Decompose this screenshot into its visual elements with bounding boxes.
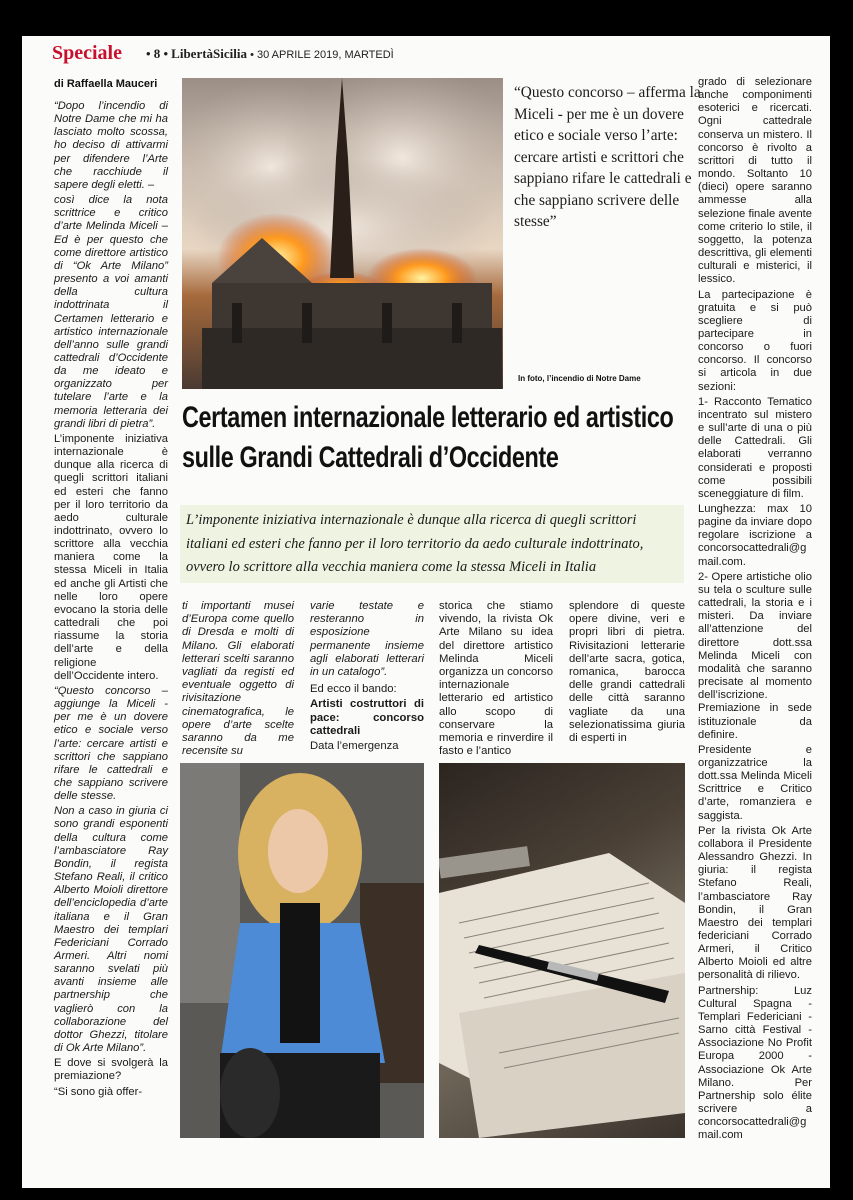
col6-paragraph: 1- Racconto Tematico incentrato sul mistero e sull’arte di una o più delle Cattedrali. Gli elaborati verranno considerati e proposti come possibili sceneggiature di film. xyxy=(698,395,812,500)
article-column-3 xyxy=(310,600,424,755)
melinda-miceli-photo xyxy=(180,763,424,1138)
pen-and-paper-photo xyxy=(439,763,685,1138)
pull-quote: “Questo concorso – afferma la Miceli - per me è un dovere etico e sociale verso l’arte: cercare artisti e scrittori che sappiano rifare le cattedrali e che sappiano scrivere delle stesse” xyxy=(514,84,701,230)
photo-caption: In foto, l’incendio di Notre Dame xyxy=(518,374,641,383)
col6-paragraph: Presidente e organizzatrice la dott.ssa Melinda Miceli Scrittrice e Critico d’arte, romanziera e saggista. xyxy=(698,743,812,822)
masthead-logo: LibertàSicilia xyxy=(171,46,248,61)
col1-paragraph: “Si sono già offer- xyxy=(54,1085,143,1098)
article-column-5: splendore di queste opere divine, veri e propri libri di pietra. Rivisitazioni letterarie dell’arte sacra, gotica, romanica, barocca delle grandi cattedrali delle città saranno vagliate da una selezionatissima giuria di esperti in xyxy=(569,600,685,745)
col6-paragraph: Lunghezza: max 10 pagine da inviare dopo regolare iscrizione a concorsocattedrali@gmail.com. xyxy=(698,503,812,568)
headline xyxy=(182,398,674,478)
col1-paragraph: così dice la nota scrittrice e critico d’arte Melinda Miceli – Ed è per questo che come direttore artistico di “Ok Arte Milano” presento a voi amanti della cultura indottrinata il Certamen letterario e artistico internazionale dell’anno sulle grandi cattedrali d’Occidente da me ideato e organizzato per tutelare l’arte e la memoria letteraria dei grandi libri di pietra”. xyxy=(54,194,168,430)
article-column-6 xyxy=(698,76,812,1145)
col1-paragraph: “Dopo l’incendio di Notre Dame che mi ha lasciato molto scossa, ho deciso di attivarmi per difendere l’Arte che racchiude il sapere degli eletti. – xyxy=(54,100,168,191)
col3-italic: varie testate e resteranno in esposizione permanente insieme agli elaborati letterari in un catalogo”. xyxy=(310,600,424,679)
col1-paragraph: “Questo concorso – aggiunge la Miceli - per me è un dovere etico e sociale verso l’arte: cercare artisti e scrittori che sappiano rifare le cattedrali e che sappiano scrivere delle stesse. xyxy=(54,684,168,803)
col1-paragraph: E dove si svolgerà la premiazione? xyxy=(54,1057,168,1083)
headline-line-1: Certamen internazionale letterario ed artistico xyxy=(182,401,674,434)
col6-paragraph: Per la rivista Ok Arte collabora il Presidente Alessandro Ghezzi. In giuria: il regista Stefano Reali, l’ambasciatore Ray Bondin, il Gran Maestro dei templari federiciani Corrado Armeri, il Critico Alberto Moioli ed altre personalità di rilievo. xyxy=(698,824,812,982)
bando-title: Artisti costruttori di pace: concorso cattedrali xyxy=(310,698,424,737)
byline: di Raffaella Mauceri xyxy=(54,78,158,90)
issue-date: • 30 APRILE 2019, MARTEDÌ xyxy=(250,49,394,61)
col6-paragraph: grado di selezionare anche componimenti esoterici e ricercati. Ogni cattedrale conserva un mistero. Il concorso è rivolto a scrittori di tutto il mondo. Soltanto 10 (dieci) opere saranno ammesse alla selezione finale avente come criterio lo stile, il soggetto, la potenza descrittiva, gli elementi culturali e misterici, il lessico. xyxy=(698,76,812,286)
col3-text: Data l’emergenza xyxy=(310,740,399,753)
section-label: Speciale xyxy=(52,42,122,64)
col1-paragraph: Non a caso in giuria ci sono grandi esponenti della cultura come l’ambasciatore Ray Bondin, il regista Stefano Reali, il critico Alberto Moioli direttore dell’enciclopedia d’arte italiana e il Gran Maestro dei templari Federiciani Corrado Armeri. Altri nomi saranno svelati più avanti insieme alle partnership che vaglierò con la collaborazione del dottor Ghezzi, titolare di Ok Arte Milano”. xyxy=(54,805,168,1055)
article-column-2: ti importanti musei d’Europa come quello di Dresda e molti di Milano. Gli elaborati letterari scelti saranno vagliati da registi ed eventuale oggetto di rivisitazione cinematografica, le opere d’arte scelte saranno da me recensite su xyxy=(182,600,294,758)
col6-paragraph: Partnership: Luz Cultural Spagna - Templari Federiciani - Sarno città Festival - Associazione No Profit Europa 2000 - Associazione Ok Arte Milano. Per Partnership solo élite scrivere a concorsocattedrali@gmail.com xyxy=(698,984,812,1142)
newspaper-page xyxy=(22,36,830,1188)
page-header-info xyxy=(146,46,394,62)
article-column-1 xyxy=(54,100,168,1101)
col6-paragraph: La partecipazione è gratuita e si può scegliere di partecipare in concorso o fuori concorso. Il concorso si articola in due sezioni: xyxy=(698,288,812,393)
col1-paragraph: L’imponente iniziativa internazionale è dunque alla ricerca di quegli scrittori italiani ed esteri che fanno per il loro territorio da aedo culturale indottrinato, ovvero lo scrittore alla vecchia maniera come la stessa Miceli in Italia ed anche gli Artisti che nelle loro opere evocano la storia delle cattedrali che poi riassume la storia dell’arte e della religione dell’Occidente intero. xyxy=(54,432,168,682)
headline-line-2: sulle Grandi Cattedrali d’Occidente xyxy=(182,441,559,474)
col3-intro: Ed ecco il bando: xyxy=(310,683,397,696)
page-number: • 8 • xyxy=(146,46,169,61)
notre-dame-fire-photo xyxy=(182,78,503,389)
standfirst-text: L’imponente iniziativa internazionale è dunque alla ricerca di quegli scrittori italiani ed esteri che fanno per il loro territorio da aedo culturale indottrinato, ovvero lo scrittore alla vecchia maniera come la stessa Miceli in Italia xyxy=(186,512,644,575)
col6-paragraph: 2- Opere artistiche olio su tela o sculture sulle cattedrali, la storia e i misteri. Da inviare all’attenzione del direttore dott.ssa Melinda Miceli con modalità che saranno precisate al momento dell’iscrizione. Premiazione in sede istituzionale da definire. xyxy=(698,570,812,741)
article-column-4: storica che stiamo vivendo, la rivista Ok Arte Milano su idea del direttore artistico Melinda Miceli organizza un concorso internazionale letterario ed artistico allo scopo di conservare la memoria e rinverdire il fasto e l’antico xyxy=(439,600,553,758)
